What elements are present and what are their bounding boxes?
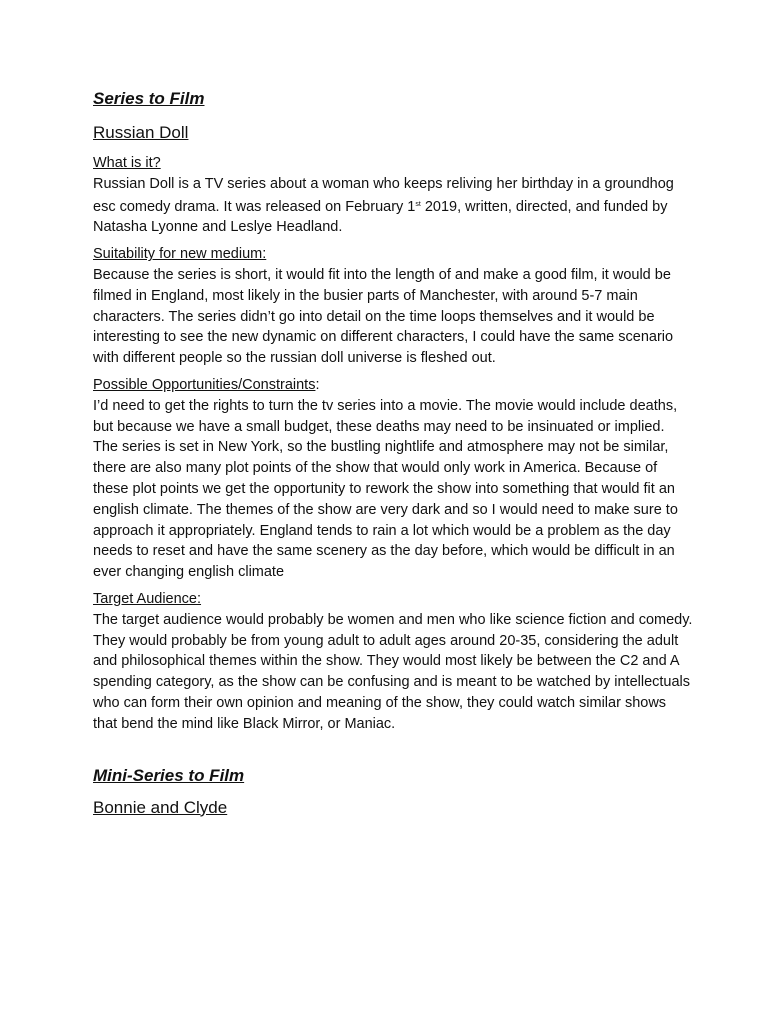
target-audience-label: Target Audience: [93, 590, 202, 607]
what-is-it-text-part2: 2019, written, directed, and funded by Natasha Lyonne and Leslye Headland. [93, 198, 668, 236]
what-is-it-text-part1: Russian Doll is a TV series about a woman who keeps reliving her birthday in a groundhog esc comedy drama. It was released on February 1 [93, 175, 674, 215]
suitability-block [93, 244, 693, 369]
target-audience-block [93, 589, 693, 735]
opportunities-block [93, 375, 693, 583]
opportunities-text: I’d need to get the rights to turn the tv series into a movie. The movie would include deaths, but because we have a small budget, these deaths may need to be insinuated or implied. The series is set in New York, so the bustling nightlife and atmosphere may not be similar, there are also many plot points of the show that would only work in America. Because of these plot points we get the opportunity to rework the show into something that would fit an english climate. The themes of the show are very dark and so I would need to make sure to approach it appropriately. England tends to rain a lot which would be a problem as the day needs to reset and have the same scenery as the day before, which would be difficult in an ever changing english climate [93, 397, 678, 581]
section-heading-series-to-film: Series to Film [93, 89, 205, 108]
suitability-text: Because the series is short, it would fit into the length of and make a good film, it would be filmed in England, most likely in the busier parts of Manchester, with around 5-7 main characters. The series didn’t go into detail on the time loops themselves and it would be interesting to see the new dynamic on different characters, I could have the same scenario with different people so the russian doll universe is fleshed out. [93, 266, 674, 367]
opportunities-colon: : [315, 376, 320, 393]
what-is-it-block [93, 153, 693, 238]
suitability-label: Suitability for new medium: [93, 246, 267, 263]
document-page [93, 88, 693, 819]
target-audience-text: The target audience would probably be women and men who like science fiction and comedy. They would probably be from young adult to adult ages around 20-35, considering the adult and philosophical themes within the show. They would most likely be between the C2 and A spending category, as the show can be confusing and is meant to be watched by intellectuals who can form their own opinion and meaning of the show, they could watch similar shows that bend the mind like Black Mirror, or Maniac. [93, 611, 693, 732]
what-is-it-text [93, 174, 693, 238]
section-heading-mini-series-to-film: Mini-Series to Film [93, 765, 245, 785]
what-is-it-label: What is it? [93, 155, 161, 171]
opportunities-label: Possible Opportunities/Constraints [93, 376, 316, 393]
ordinal-suffix: st [415, 200, 421, 208]
opportunities-heading [93, 375, 693, 396]
title-russian-doll: Russian Doll [93, 123, 189, 142]
title-bonnie-and-clyde: Bonnie and Clyde [93, 797, 228, 817]
